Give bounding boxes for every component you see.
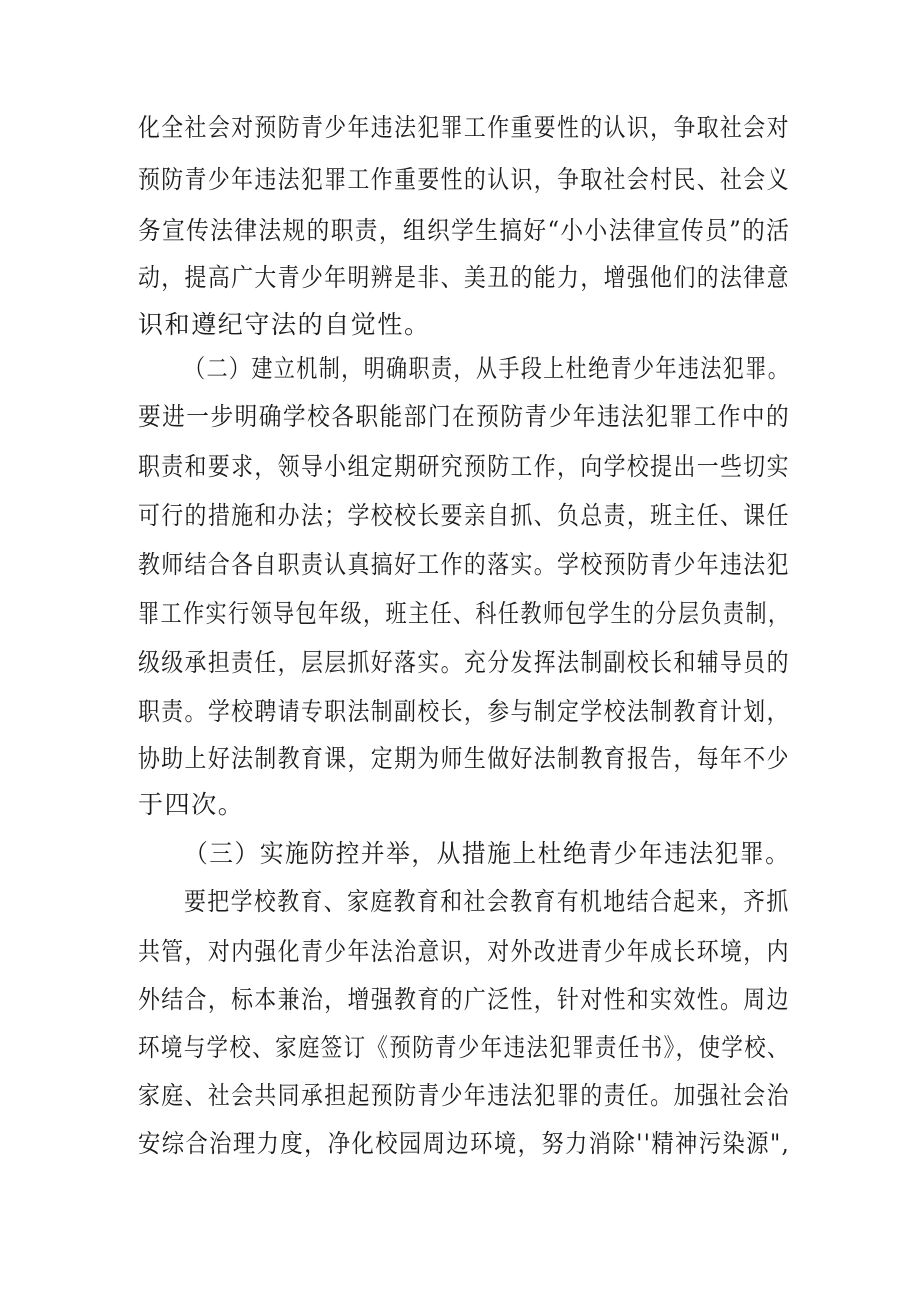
- text-line: 协助上好法制教育课，定期为师生做好法制教育报告，每年不少: [138, 744, 790, 773]
- text-line: 环境与学校、家庭签订《预防青少年违法犯罪责任书》，使学校、: [138, 1033, 790, 1062]
- text-line: 要把学校教育、家庭教育和社会教育有机地结合起来，齐抓: [184, 887, 790, 916]
- text-line: 安综合治理力度，净化校园周边环境，努力消除''精神污染源",: [138, 1129, 791, 1158]
- text-line: 罪工作实行领导包年级，班主任、科任教师包学生的分层负责制，: [138, 599, 791, 628]
- text-line: 预防青少年违法犯罪工作重要性的认识，争取社会村民、社会义: [138, 165, 790, 194]
- text-line: 要进一步明确学校各职能部门在预防青少年违法犯罪工作中的: [138, 402, 791, 431]
- text-line: 化全社会对预防青少年违法犯罪工作重要性的认识，争取社会对: [138, 113, 790, 142]
- text-line: 于四次。: [138, 790, 245, 819]
- text-line: 职责和要求，领导小组定期研究预防工作，向学校提出一些切实: [138, 452, 790, 481]
- text-line: 家庭、社会共同承担起预防青少年违法犯罪的责任。加强社会治: [138, 1081, 790, 1110]
- text-line: 识和遵纪守法的自觉性。: [138, 310, 431, 339]
- section-heading: （二）建立机制，明确职责，从手段上杜绝青少年违法犯罪。: [184, 354, 791, 383]
- text-line: 职责。学校聘请专职法制副校长，参与制定学校法制教育计划，: [138, 697, 790, 726]
- section-heading: （三）实施防控并举，从措施上杜绝青少年违法犯罪。: [184, 839, 791, 868]
- text-line: 共管，对内强化青少年法治意识，对外改进青少年成长环境，内: [138, 937, 790, 966]
- text-line: 可行的措施和办法；学校校长要亲自抓、负总责，班主任、课任: [138, 501, 790, 530]
- text-line: 级级承担责任，层层抓好落实。充分发挥法制副校长和辅导员的: [138, 648, 790, 677]
- text-line: 动，提高广大青少年明辨是非、美丑的能力，增强他们的法律意: [138, 263, 790, 292]
- text-line: 外结合，标本兼治，增强教育的广泛性，针对性和实效性。周边: [138, 985, 790, 1014]
- text-line: 务宣传法律法规的职责，组织学生搞好“小小法律宣传员”的活: [138, 216, 791, 245]
- text-line: 教师结合各自职责认真搞好工作的落实。学校预防青少年违法犯: [138, 550, 790, 579]
